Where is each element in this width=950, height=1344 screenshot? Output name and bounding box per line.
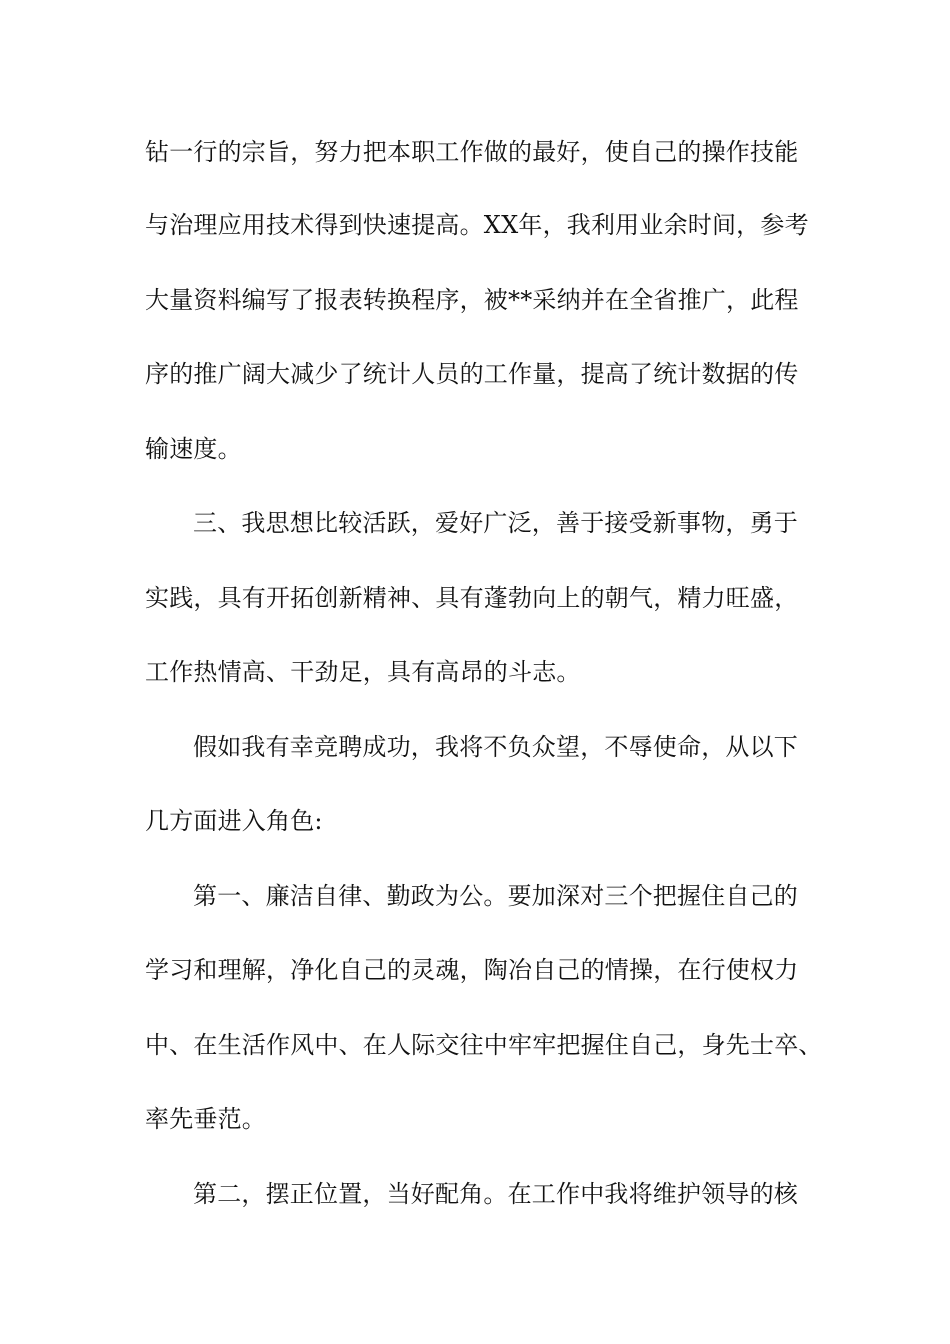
paragraph-first-line: 假如我有幸竞聘成功，我将不负众望，不辱使命，从以下 [193, 733, 798, 761]
text-line: 钻一行的宗旨，努力把本职工作做的最好，使自己的操作技能 [145, 138, 799, 166]
text-line: 大量资料编写了报表转换程序，被**采纳并在全省推广，此程 [145, 286, 799, 314]
text-line: 实践，具有开拓创新精神、具有蓬勃向上的朝气，精力旺盛， [145, 584, 799, 612]
paragraph-first-line: 第一、廉洁自律、勤政为公。要加深对三个把握住自己的 [193, 882, 798, 910]
text-line: 输速度。 [145, 435, 242, 463]
text-line: 几方面进入角色: [145, 807, 323, 835]
text-line: 序的推广阔大减少了统计人员的工作量，提高了统计数据的传 [145, 360, 799, 388]
text-line: 中、在生活作风中、在人际交往中牢牢把握住自己，身先士卒、 [145, 1031, 823, 1059]
text-line: 学习和理解，净化自己的灵魂，陶冶自己的情操，在行使权力 [145, 956, 799, 984]
text-line: 工作热情高、干劲足，具有高昂的斗志。 [145, 658, 581, 686]
paragraph-first-line: 第二，摆正位置，当好配角。在工作中我将维护领导的核 [193, 1180, 798, 1208]
paragraph-first-line: 三、我思想比较活跃，爱好广泛，善于接受新事物，勇于 [193, 509, 798, 537]
text-line: 与治理应用技术得到快速提高。XX年，我利用业余时间，参考 [145, 211, 809, 239]
text-line: 率先垂范。 [145, 1105, 266, 1133]
